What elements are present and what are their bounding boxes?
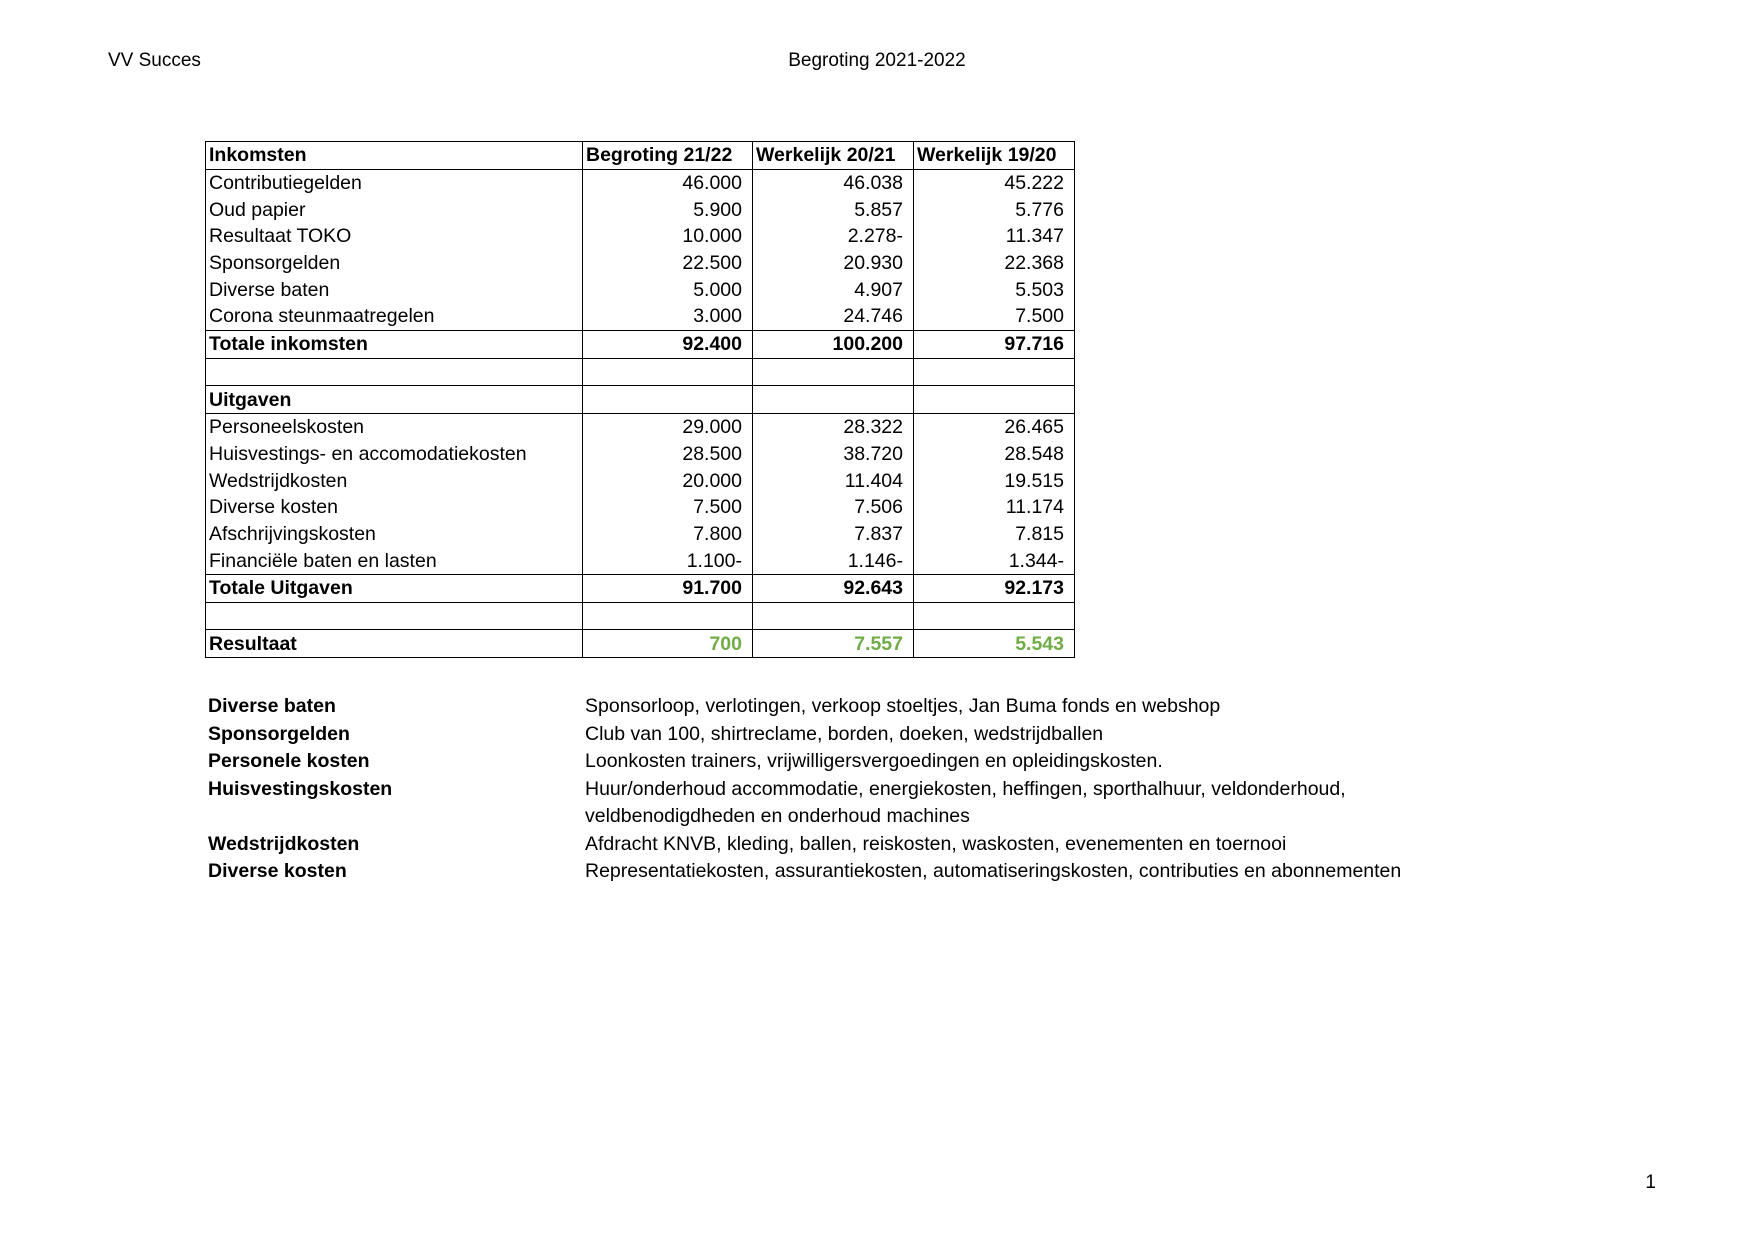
row-label: Diverse baten xyxy=(206,276,583,303)
table-row xyxy=(206,521,1075,548)
document-title: Begroting 2021-2022 xyxy=(788,50,966,71)
income-total-row xyxy=(206,330,1075,358)
column-header-budget-21-22: Begroting 21/22 xyxy=(583,142,753,170)
table-row xyxy=(206,250,1075,277)
row-label: Totale inkomsten xyxy=(206,330,583,358)
cell-budget-21-22: 5.900 xyxy=(583,196,753,223)
table-row xyxy=(206,441,1075,468)
cell-actual-20-21: 4.907 xyxy=(753,276,914,303)
row-label: Huisvestings- en accomodatiekosten xyxy=(206,441,583,468)
cell-actual-19-20: 11.174 xyxy=(914,494,1075,521)
cell-budget-21-22: 92.400 xyxy=(583,330,753,358)
note-text: Representatiekosten, assurantiekosten, automatiseringskosten, contributies en abonnementen xyxy=(585,860,1402,882)
note-label: Huisvestingskosten xyxy=(208,777,393,800)
table-row xyxy=(206,196,1075,223)
note-label: Diverse baten xyxy=(208,695,336,717)
notes-section xyxy=(208,693,1485,886)
cell-budget-21-22: 28.500 xyxy=(583,441,753,468)
cell-actual-20-21: 38.720 xyxy=(753,441,914,468)
row-label: Personeelskosten xyxy=(206,413,583,440)
note-text: Huur/onderhoud accommodatie, energiekosten, heffingen, sporthalhuur, veldonderhoud, veldbenodigdheden en onderhoud machines xyxy=(585,777,1346,827)
cell-budget-21-22: 46.000 xyxy=(583,169,753,196)
note-row xyxy=(208,776,1485,831)
row-label: Financiële baten en lasten xyxy=(206,547,583,574)
cell-actual-19-20: 26.465 xyxy=(914,413,1075,440)
cell-actual-20-21: 7.506 xyxy=(753,494,914,521)
cell-actual-19-20: 11.347 xyxy=(914,223,1075,250)
note-label: Sponsorgelden xyxy=(208,722,350,745)
table-row xyxy=(206,276,1075,303)
cell-actual-19-20: 5.543 xyxy=(914,630,1075,658)
cell-actual-19-20: 1.344- xyxy=(914,547,1075,574)
cell-budget-21-22: 22.500 xyxy=(583,250,753,277)
cell-budget-21-22: 10.000 xyxy=(583,223,753,250)
cell-actual-20-21: 46.038 xyxy=(753,169,914,196)
note-text: Sponsorloop, verlotingen, verkoop stoeltjes, Jan Buma fonds en webshop xyxy=(585,695,1221,717)
income-section-header: Inkomsten xyxy=(206,142,583,170)
note-row xyxy=(208,693,1485,721)
cell-budget-21-22: 7.800 xyxy=(583,521,753,548)
cell-actual-19-20: 92.173 xyxy=(914,575,1075,603)
table-row xyxy=(206,413,1075,440)
cell-actual-19-20: 7.815 xyxy=(914,521,1075,548)
table-row xyxy=(206,303,1075,330)
row-label: Oud papier xyxy=(206,196,583,223)
note-row xyxy=(208,858,1485,886)
row-label: Sponsorgelden xyxy=(206,250,583,277)
note-label: Personele kosten xyxy=(208,750,370,772)
cell-actual-20-21: 100.200 xyxy=(753,330,914,358)
table-row xyxy=(206,169,1075,196)
expense-total-row xyxy=(206,575,1075,603)
result-row xyxy=(206,630,1075,658)
cell-actual-20-21: 1.146- xyxy=(753,547,914,574)
cell-actual-20-21: 24.746 xyxy=(753,303,914,330)
cell-actual-19-20: 45.222 xyxy=(914,169,1075,196)
cell-budget-21-22: 5.000 xyxy=(583,276,753,303)
note-text: Afdracht KNVB, kleding, ballen, reiskosten, waskosten, evenementen en toernooi xyxy=(585,832,1287,855)
note-label: Diverse kosten xyxy=(208,860,347,882)
cell-actual-19-20: 5.776 xyxy=(914,196,1075,223)
row-label: Wedstrijdkosten xyxy=(206,467,583,494)
note-row xyxy=(208,748,1485,776)
note-row xyxy=(208,831,1485,859)
cell-budget-21-22: 700 xyxy=(583,630,753,658)
note-row xyxy=(208,721,1485,749)
row-label: Totale Uitgaven xyxy=(206,575,583,603)
row-label: Contributiegelden xyxy=(206,169,583,196)
table-row xyxy=(206,223,1075,250)
cell-budget-21-22: 7.500 xyxy=(583,494,753,521)
expenses-header-row xyxy=(206,386,1075,414)
spacer-row xyxy=(206,602,1075,630)
cell-actual-19-20: 97.716 xyxy=(914,330,1075,358)
cell-actual-19-20: 19.515 xyxy=(914,467,1075,494)
row-label: Diverse kosten xyxy=(206,494,583,521)
cell-actual-20-21: 5.857 xyxy=(753,196,914,223)
cell-budget-21-22: 91.700 xyxy=(583,575,753,603)
table-header-row xyxy=(206,142,1075,170)
table-row xyxy=(206,494,1075,521)
note-text: Loonkosten trainers, vrijwilligersvergoedingen en opleidingskosten. xyxy=(585,750,1163,772)
cell-actual-19-20: 28.548 xyxy=(914,441,1075,468)
organization-name: VV Succes xyxy=(108,50,201,71)
cell-actual-20-21: 7.557 xyxy=(753,630,914,658)
budget-table xyxy=(205,141,1075,658)
cell-actual-19-20: 22.368 xyxy=(914,250,1075,277)
cell-budget-21-22: 20.000 xyxy=(583,467,753,494)
cell-actual-19-20: 5.503 xyxy=(914,276,1075,303)
note-label: Wedstrijdkosten xyxy=(208,832,360,855)
cell-actual-20-21: 28.322 xyxy=(753,413,914,440)
cell-actual-20-21: 92.643 xyxy=(753,575,914,603)
spacer-row xyxy=(206,358,1075,386)
row-label: Resultaat xyxy=(206,630,583,658)
cell-actual-20-21: 7.837 xyxy=(753,521,914,548)
row-label: Resultaat TOKO xyxy=(206,223,583,250)
cell-budget-21-22: 1.100- xyxy=(583,547,753,574)
expenses-section-header: Uitgaven xyxy=(206,386,583,414)
row-label: Corona steunmaatregelen xyxy=(206,303,583,330)
cell-actual-20-21: 11.404 xyxy=(753,467,914,494)
table-row xyxy=(206,547,1075,574)
page-number: 1 xyxy=(1645,1172,1656,1193)
cell-budget-21-22: 29.000 xyxy=(583,413,753,440)
column-header-actual-19-20: Werkelijk 19/20 xyxy=(914,142,1075,170)
cell-actual-20-21: 2.278- xyxy=(753,223,914,250)
column-header-actual-20-21: Werkelijk 20/21 xyxy=(753,142,914,170)
cell-budget-21-22: 3.000 xyxy=(583,303,753,330)
cell-actual-19-20: 7.500 xyxy=(914,303,1075,330)
note-text: Club van 100, shirtreclame, borden, doeken, wedstrijdballen xyxy=(585,722,1104,745)
cell-actual-20-21: 20.930 xyxy=(753,250,914,277)
table-row xyxy=(206,467,1075,494)
row-label: Afschrijvingskosten xyxy=(206,521,583,548)
